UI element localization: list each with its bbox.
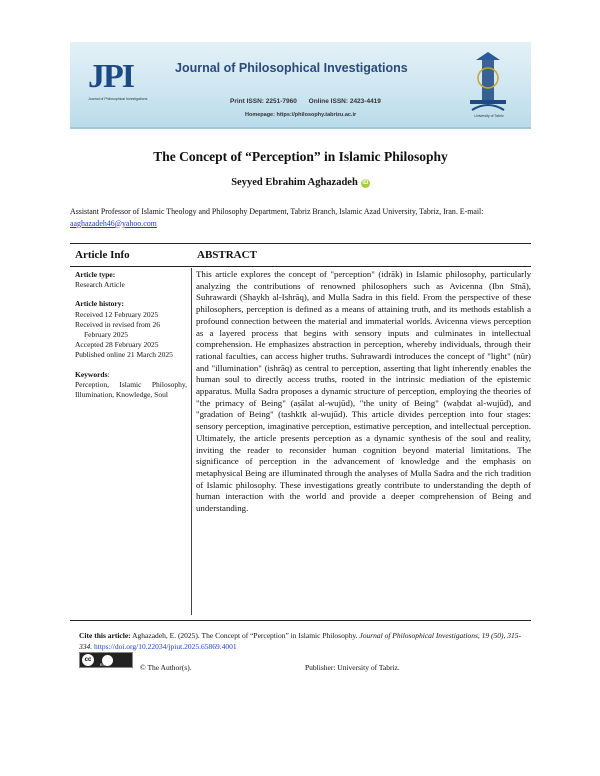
citation-block <box>79 631 531 652</box>
university-caption: University of Tabriz <box>474 114 504 118</box>
article-info-panel: Article type: Research Article Article history: Received 12 February 2025 Received in revised from 26 February 2025 Accepted 28 February 2025 Published online 21 March 2025 Keywords: Perception, Islamic Philosophy, Illumination, Knowledge, Soul <box>75 270 187 400</box>
top-rule <box>70 243 531 244</box>
cite-label: Cite this article: <box>79 631 131 640</box>
cite-journal: Journal of Philosophical Investigations <box>359 631 478 640</box>
journal-banner <box>70 42 531 129</box>
copyright-notice: © The Author(s). <box>140 663 192 672</box>
affiliation-text: Assistant Professor of Islamic Theology and Philosophy Department, Tabriz Branch, Islamic Azad University, Tabriz, Iran. E-mail: <box>70 207 484 216</box>
cite-text: Aghazadeh, E. (2025). The Concept of “Perception” in Islamic Philosophy. <box>132 631 360 640</box>
article-type-value: Research Article <box>75 280 125 290</box>
logo-letters: JPI <box>88 58 133 95</box>
online-issn: Online ISSN: 2423-4419 <box>308 98 381 105</box>
orcid-icon[interactable]: iD <box>362 180 369 186</box>
cc-by-text: BY <box>100 662 106 667</box>
issn-row <box>230 98 391 105</box>
logo-caption: Journal of Philosophical Investigations <box>88 97 148 101</box>
article-info-heading: Article Info <box>75 249 130 261</box>
print-issn: Print ISSN: 2251-7960 <box>230 98 297 105</box>
published-date: Published online 21 March 2025 <box>75 350 173 360</box>
keywords-label: Keywords <box>75 369 108 379</box>
university-seal-icon <box>462 50 514 116</box>
bottom-rule <box>70 620 531 621</box>
keywords-list: Perception, Islamic Philosophy, Illumination, Knowledge, Soul <box>75 379 187 400</box>
paper-title: The Concept of “Perception” in Islamic Philosophy <box>153 149 448 164</box>
cc-by-license-badge[interactable] <box>79 652 133 668</box>
publisher-notice: Publisher: University of Tabriz. <box>305 663 400 672</box>
column-divider <box>191 268 192 615</box>
journal-homepage[interactable]: Homepage: https://philosophy.tabrizu.ac.ir <box>245 112 357 118</box>
article-history-label: Article history: <box>75 299 124 309</box>
author-name: Seyyed Ebrahim Aghazadeh <box>231 177 358 188</box>
author-affiliation <box>70 206 532 229</box>
article-type-label: Article type: <box>75 270 116 279</box>
journal-logo <box>88 59 152 111</box>
cite-volume: , 19 (50), 315-334. <box>79 631 522 651</box>
revised-date: Received in revised from 26 February 2025 <box>75 319 160 340</box>
doi-link[interactable]: https://doi.org/10.22034/jpiut.2025.65869.4001 <box>94 641 237 651</box>
author-row <box>70 177 531 188</box>
abstract-heading: ABSTRACT <box>197 249 257 261</box>
header-rule <box>70 266 531 267</box>
accepted-date: Accepted 28 February 2025 <box>75 340 159 350</box>
journal-title: Journal of Philosophical Investigations <box>175 61 408 75</box>
author-email-link[interactable]: aaghazadeh46@yahoo.com <box>70 218 157 228</box>
abstract-text: This article explores the concept of "perception" (idrāk) in Islamic philosophy, particularly analyzing the contributions of renowned philosophers such as Avicenna (Ibn Sīnā), Suhrawardi (Shaykh al-Ishrāq), and Mulla Sadra in this field. From the perspective of these philosophers, perception is defined as a means of attaining truth, and its methods establish a profound connection between the material and immaterial worlds. Avicenna views perception as a layered process that begins with sensory inputs and culminates in intellectual comprehension. He emphasizes abstraction in perception, whereby individuals, through their rational faculties, can access higher truths. Suhrawardi introduces the concept of "light" (nūr) and "illumination" (ishrāq) as central to perception, asserting that light inherently enables the human soul to directly access truths, rooted in the intrinsic mediation of the epistemic apparatus. Mulla Sadra proposes a dynamic structure of perception, employing the theories of "the primacy of Being" (aṣālat al-wujūd), "the unity of Being" (waḥdat al-wujūd), and "gradation of Being" (tashkīk al-wujūd). This article divides perception into four stages: sensory perception, imaginative perception, estimative perception, and intellectual perception. Ultimately, the article presents perception as a dynamic synthesis of the soul and reality, inviting the reader to reconsider human cognition beyond material limitations. The significance of perception in the advancement of knowledge and the emphasis on metaphysical Being are illuminated through the analyses of Mulla Sadra and the rich tradition of Islamic philosophy. These investigations greatly contribute to understanding the depth of human interaction with the world and provide a deeper comprehension of Being and understanding. <box>196 269 531 514</box>
cc-icon: cc <box>82 654 94 666</box>
received-date: Received 12 February 2025 <box>75 309 159 319</box>
